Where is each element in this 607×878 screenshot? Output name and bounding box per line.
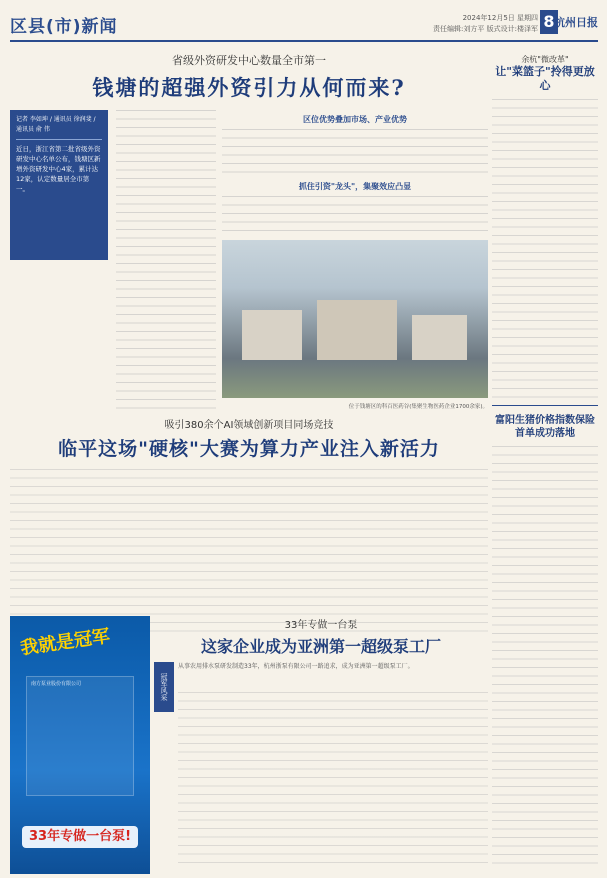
ad-company: 南方泵业股份有限公司 <box>31 681 82 687</box>
story1-text-block <box>222 196 488 235</box>
story1-headline: 钱塘的超强外资引力从何而来? <box>92 75 406 100</box>
story1-text-block <box>116 110 216 410</box>
story2-kicker: 吸引380余个AI领域创新项目同场竞技 <box>164 420 334 431</box>
main-column <box>10 46 488 637</box>
right-headline-1: 让"菜篮子"拎得更放心 <box>495 65 595 92</box>
right-text-block-1 <box>492 99 598 399</box>
right-column <box>492 46 598 866</box>
story3-kicker: 33年专做一台泵 <box>284 620 358 631</box>
story3 <box>10 616 488 874</box>
story1-caption: 位于钱塘区的科百医药谷(集聚生物医药企业1700余家)。 <box>348 404 488 410</box>
page-header <box>10 8 598 44</box>
story2-text-block <box>10 469 488 637</box>
story3-headline: 这家企业成为亚洲第一超级泵工厂 <box>200 637 441 656</box>
right-divider <box>492 405 598 406</box>
page-number: 8 <box>540 10 558 34</box>
ad-tagline: 33年专做一台泵! <box>22 826 138 848</box>
header-meta <box>433 13 538 35</box>
story1-byline: 记者 李如坤 / 通讯员 徐润斐 / 通讯员 俞 伟 <box>16 115 102 140</box>
story1-body <box>10 110 488 410</box>
story3-label: 冠军风采 <box>154 662 174 712</box>
right-text-block-2 <box>492 446 598 866</box>
story1-text-block <box>222 129 488 175</box>
champion-ad <box>10 616 150 874</box>
story1-photo <box>222 240 488 398</box>
story1-sidebox <box>10 110 108 260</box>
story3-text-block <box>178 692 488 870</box>
story1-kicker: 省级外资研发中心数量全市第一 <box>172 54 326 67</box>
right-kicker-1: 余杭"微改革" <box>521 55 569 64</box>
right-headline-2: 富阳生猪价格指数保险首单成功落地 <box>495 415 595 439</box>
story1-lead: 近日，浙江省第二批省级外资研发中心名单公布，钱塘区新增外资研发中心4家，累计达12家，认定数量居全市第一。 <box>16 145 101 193</box>
story3-intro: 从事农用排水泵研发制造33年，杭州浙泵有限公司一路追求，成为亚洲第一超级泵工厂。 <box>178 663 414 670</box>
header-date: 2024年12月5日 星期四 <box>462 14 538 22</box>
story1-subhead-1: 区位优势叠加市场、产业优势 <box>303 115 407 124</box>
story1-subhead-2: 抓住引资"龙头"，集聚效应凸显 <box>298 182 412 191</box>
ad-text-panel <box>26 676 134 796</box>
header-rule <box>10 40 598 42</box>
header-editors: 责任编辑:刘方平 版式设计:楼泽军 <box>433 25 538 33</box>
story2-headline: 临平这场"硬核"大赛为算力产业注入新活力 <box>58 438 440 460</box>
section-title: 区县(市)新闻 <box>10 17 118 37</box>
story1-col-2 <box>222 110 488 235</box>
ad-title: 我就是冠军 <box>19 625 112 660</box>
newspaper-logo: 杭州日报 <box>554 16 598 29</box>
story1-col-1 <box>116 110 216 410</box>
